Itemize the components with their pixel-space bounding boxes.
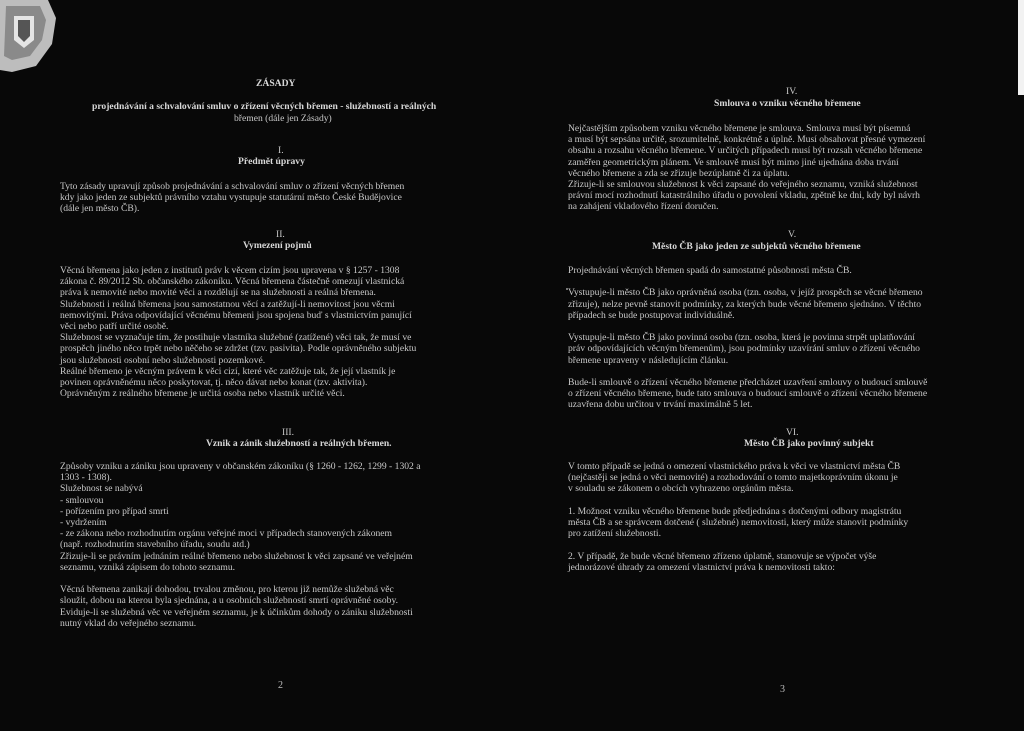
text-line: na zahájení vkladového řízení doručen. [568, 201, 719, 213]
text-line: o zřízení věcného břemene, bude tato smlouva o budoucí smlouvě o zřízení věcného břemene [568, 388, 928, 400]
text-line: v souladu se zákonem o obcích vyhrazeno orgánům města. [568, 483, 794, 495]
text-line: Reálné břemeno je věcným právem k věci cizí, které věc zatěžuje tak, že její vlastník je [60, 365, 396, 377]
text-line: právní mocí rozhodnutí katastrálního úřadu o povolení vkladu, zpětně ke dni, kdy byl návrh [568, 190, 920, 202]
section-4-title: Smlouva o vzniku věcného břemene [714, 98, 861, 109]
section-3-title: Vznik a zánik služebností a reálných břemen. [206, 438, 392, 449]
text-line: Způsoby vzniku a zániku jsou upraveny v občanském zákoníku (§ 1260 - 1262, 1299 - 1302 a [60, 461, 421, 472]
text-line: Bude-li smlouvě o zřízení věcného břemene předcházet uzavření smlouvy o budoucí smlouvě [568, 377, 928, 388]
text-line: nemovitými. Práva odpovídající věcnému břemeni jsou spojena buď s vlastnictvím panující [60, 309, 412, 321]
page-number-right: 3 [780, 684, 785, 695]
text-line: povinen oprávněnému něco poskytovat, tj. něco dávat nebo konat (tzv. aktivita). [60, 377, 368, 388]
section-5-number: V. [788, 229, 797, 240]
text-line: případech se bude postupovat individuálně. [568, 309, 735, 321]
text-line: Zřizuje-li se právním jednáním reálné břemeno nebo služebnost k věci zapsané ve veřejném [60, 550, 413, 562]
text-line: a musí být sepsána určitě, srozumitelně, konkrétně a úplně. Musí obsahovat přesné vymezení [568, 134, 926, 146]
text-line: zákona č. 89/2012 Sb. občanského zákoníku. Věcná břemena částečně omezují vlastnická [60, 276, 405, 288]
section-6-number: VI. [786, 427, 799, 438]
text-line: V tomto případě se jedná o omezení vlastnického práva k věci ve vlastnictví města ČB [568, 461, 901, 472]
text-line: Služebnosti i reálná břemena jsou samostatnou věcí a zatěžují-li nemovitost jsou věcmi [60, 298, 395, 310]
text-line: jednorázové úhrady za omezení vlastnictví práva k nemovitosti takto: [568, 561, 835, 573]
text-line: jsou služebnosti osobní nebo služebnosti pozemkové. [60, 354, 266, 366]
section-4-number: IV. [786, 86, 798, 97]
text-line: (dále jen město ČB). [60, 203, 140, 215]
text-line: Tyto zásady upravují způsob projednávání a schvalování smluv o zřízení věcných břemen [60, 181, 405, 192]
text-line: Vystupuje-li město ČB jako oprávněná osoba (tzn. osoba, v jejíž prospěch se věcné břemeno [568, 287, 923, 299]
text-line: věcného břemene a zda se zřizuje bezúplatně či za úplatu. [568, 167, 790, 179]
text-line: uzavřena dobu určitou v trvání maximálně 5 let. [568, 399, 753, 411]
text-line: Věcná břemena zanikají dohodou, trvalou změnou, pro kterou již nemůže služebná věc [60, 584, 394, 596]
text-line: seznamu, vzniká zápisem do tohoto seznamu. [60, 561, 236, 573]
text-line: - vydržením [60, 517, 107, 528]
text-line: Projednávání věcných břemen spadá do samostatné působnosti města ČB. [568, 265, 852, 276]
page-edge-strip [1018, 0, 1024, 95]
text-line: - smlouvou [60, 494, 104, 506]
section-2-title: Vymezení pojmů [243, 240, 312, 251]
text-line: břemene upraveny v následujícím článku. [568, 354, 729, 366]
text-line: 2. V případě, že bude věcné břemeno zřízeno úplatně, stanovuje se výpočet výše [568, 550, 877, 562]
text-line: sloužit, dobou na kterou byla sjednána, a u osobních služebností smrtí oprávněné osoby. [60, 595, 399, 607]
document-title: ZÁSADY [256, 78, 296, 89]
text-line: 1303 - 1308). [60, 472, 112, 484]
text-line: pro zatížení služebnosti. [568, 528, 661, 540]
text-line: 1. Možnost vzniku věcného břemene bude předjednána s dotčenými odbory magistrátu [568, 505, 902, 517]
text-line: Oprávněným z reálného břemene je určitá osoba nebo vlastník určité věci. [60, 388, 345, 400]
text-line: (např. rozhodnutím stavebního úřadu, soudu atd.) [60, 539, 250, 551]
section-5-title: Město ČB jako jeden ze subjektů věcného břemene [652, 241, 861, 252]
text-line: práva k nemovité nebo movité věci a rozdělují se na služebnosti a reálná břemena. [60, 287, 376, 299]
text-line: města ČB a se správcem dotčené ( služebné) nemovitosti, který může stanovit podmínky [568, 517, 909, 528]
section-6-title: Město ČB jako povinný subjekt [744, 438, 874, 449]
document-subtitle-line-2: břemen (dále jen Zásady) [234, 113, 332, 124]
text-line: - pořízením pro případ smrti [60, 505, 169, 517]
text-line: prospěch jiného něco trpět nebo něčeho se zdržet (tzv. pasivita). Podle oprávněného subjektu [60, 343, 417, 355]
text-line: Služebnost se vyznačuje tím, že postihuje vlastníka služebné (zatížené) věci tak, že musí ve [60, 332, 412, 344]
text-line: kdy jako jeden ze subjektů právního vztahu vystupuje statutární město České Budějovice [60, 192, 402, 204]
text-line: věci nebo patří určité osobě. [60, 321, 169, 332]
text-line: Zřizuje-li se smlouvou služebnost k věci zapsané do veřejného seznamu, vzniká služebnost [568, 179, 918, 190]
text-line: Nejčastějším způsobem vzniku věcného břemene je smlouva. Smlouva musí být písemná [568, 123, 911, 134]
page-number-left: 2 [278, 680, 283, 691]
section-3-number: III. [282, 427, 294, 438]
text-line: Věcná břemena jako jeden z institutů práv k věcem cizím jsou upravena v § 1257 - 1308 [60, 265, 400, 276]
section-2-number: II. [276, 229, 285, 240]
section-1-number: I. [278, 145, 284, 156]
text-line: obsahu a rozsahu věcného břemene. V určitých případech musí být rozsah věcného břemene [568, 145, 923, 157]
text-line: Služebnost se nabývá [60, 483, 143, 495]
text-line: práv odpovídajících věcným břemenům), jsou podmínky uzavírání smluv o zřízení věcného [568, 343, 920, 355]
text-line: nutný vklad do veřejného seznamu. [60, 617, 197, 629]
city-seal-icon [0, 0, 60, 75]
text-line: - ze zákona nebo rozhodnutím orgánu veřejné moci v případech stanovených zákonem [60, 528, 393, 540]
text-line: Vystupuje-li město ČB jako povinná osoba (tzn. osoba, která je povinna strpět uplatňování [568, 332, 915, 344]
text-line: Eviduje-li se služebná věc ve veřejném seznamu, je k účinkům dohody o zániku služebnosti [60, 606, 413, 618]
text-line: zřizuje), nelze pevně stanovit podmínky, za kterých bude věcné břemeno sjednáno. V těchto [568, 298, 922, 310]
text-line: (nejčastěji se jedná o věci nemovité) a rozhodování o tomto majetkoprávním úkonu je [568, 472, 898, 484]
section-1-title: Předmět úpravy [238, 156, 305, 167]
document-subtitle-line-1: projednávání a schvalování smluv o zřízení věcných břemen - služebností a reálných [92, 101, 437, 112]
text-line: zaměřen geometrickým plánem. Ve smlouvě musí být mimo jiné ujednána doba trvání [568, 156, 899, 168]
